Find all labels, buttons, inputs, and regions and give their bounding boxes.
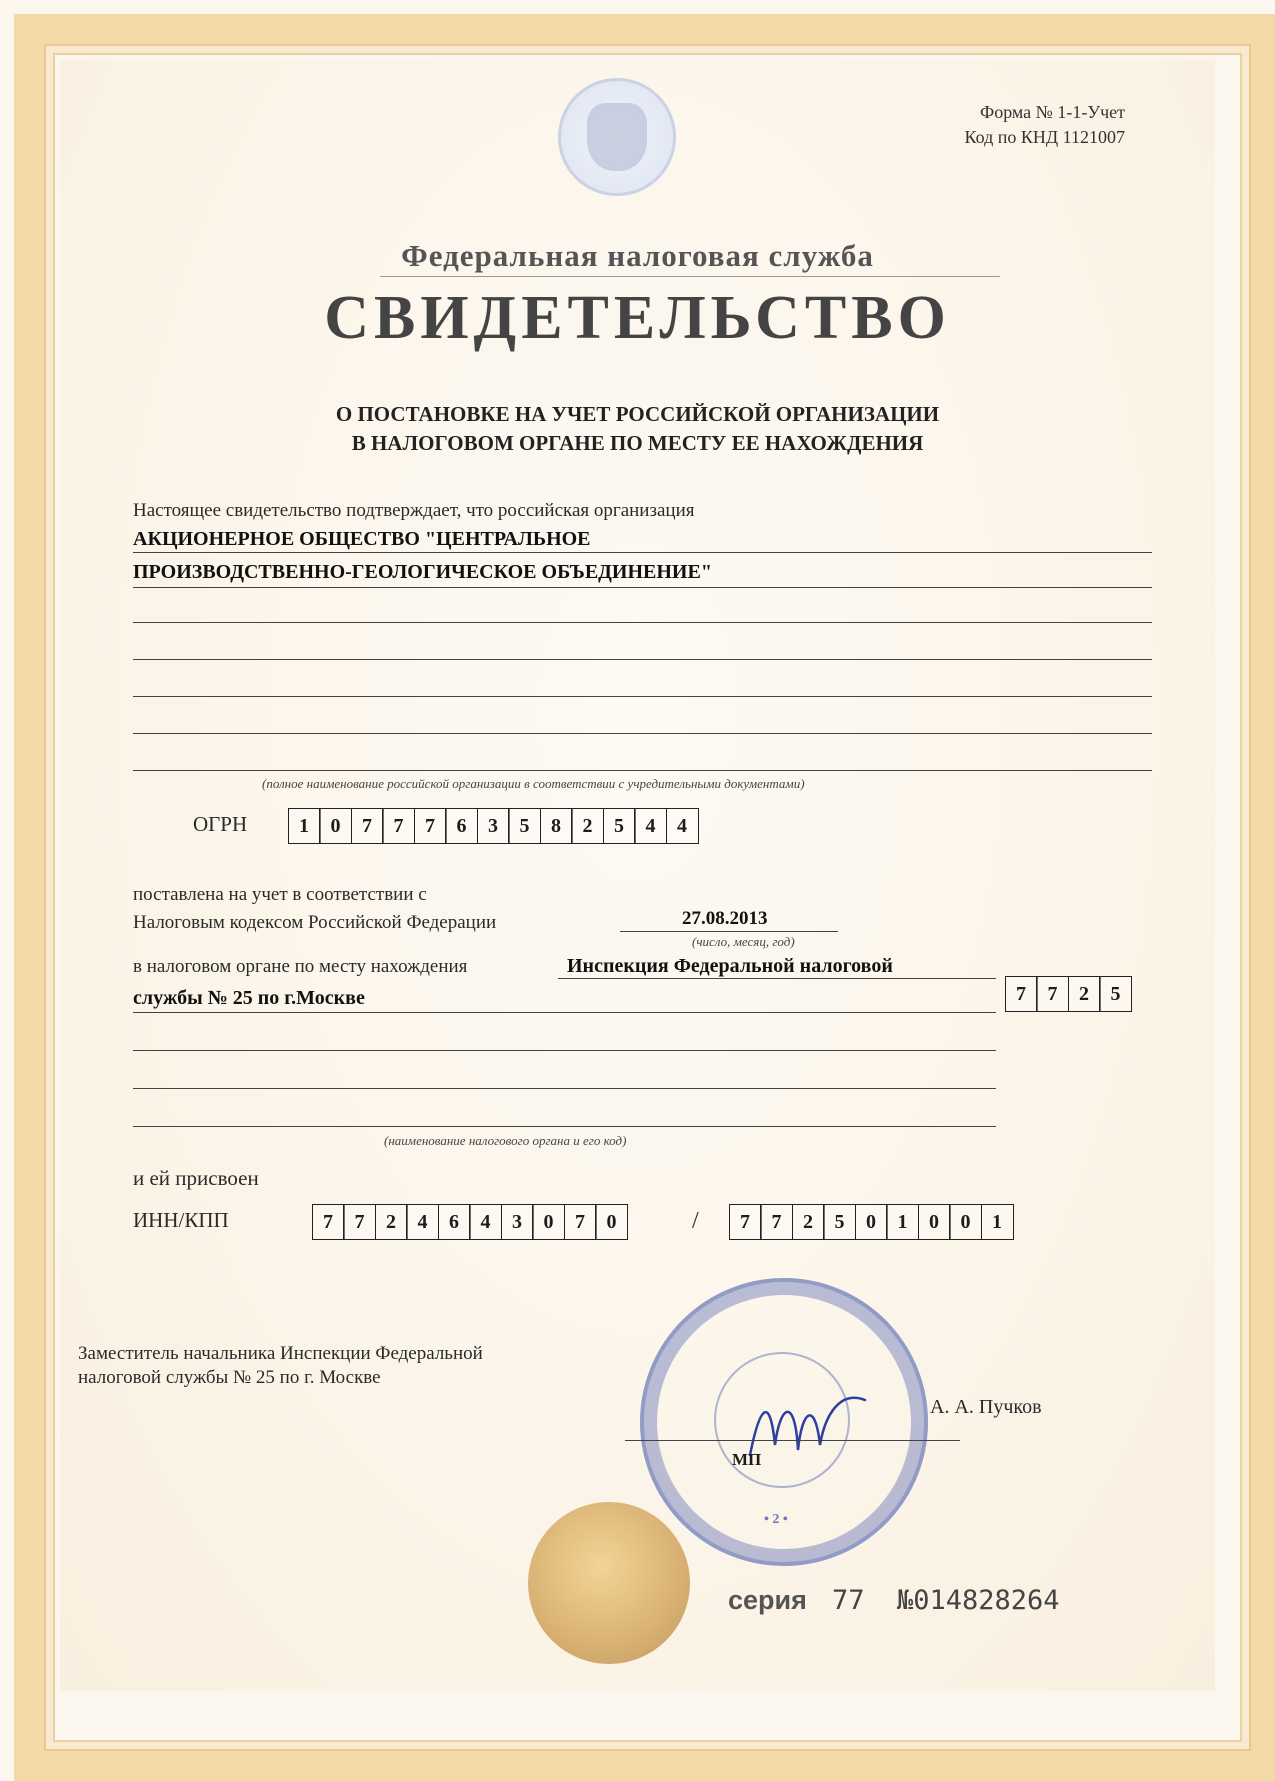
form-info bbox=[965, 100, 1126, 150]
digit-cell: 7 bbox=[414, 808, 447, 844]
field-line bbox=[133, 1050, 996, 1051]
digit-cell: 1 bbox=[886, 1204, 919, 1240]
digit-cell: 2 bbox=[1068, 976, 1101, 1012]
digit-cell: 7 bbox=[1036, 976, 1069, 1012]
digit-cell: 6 bbox=[438, 1204, 471, 1240]
digit-cell: 6 bbox=[445, 808, 478, 844]
digit-cell: 2 bbox=[375, 1204, 408, 1240]
assigned-text: и ей присвоен bbox=[133, 1166, 259, 1190]
ogrn-label: ОГРН bbox=[193, 812, 248, 836]
tax-office-label: в налоговом органе по месту нахождения bbox=[133, 956, 468, 977]
form-number: Форма № 1-1-Учет bbox=[979, 102, 1125, 122]
field-line bbox=[133, 1012, 996, 1013]
digit-cell: 4 bbox=[666, 808, 699, 844]
digit-cell: 0 bbox=[855, 1204, 888, 1240]
signature-line bbox=[625, 1440, 960, 1441]
date-caption: (число, месяц, год) bbox=[692, 934, 795, 949]
digit-cell: 7 bbox=[729, 1204, 762, 1240]
intro-text: Настоящее свидетельство подтверждает, что российская организация bbox=[133, 500, 695, 521]
digit-cell: 1 bbox=[981, 1204, 1014, 1240]
digit-cell: 7 bbox=[351, 808, 384, 844]
digit-cell: 7 bbox=[382, 808, 415, 844]
digit-cell: 7 bbox=[760, 1204, 793, 1240]
digit-cell: 4 bbox=[406, 1204, 439, 1240]
inn-kpp-label: ИНН/КПП bbox=[133, 1208, 229, 1232]
org-name-line-2: ПРОИЗВОДСТВЕННО-ГЕОЛОГИЧЕСКОЕ ОБЪЕДИНЕНИЕ" bbox=[133, 561, 712, 583]
registered-line-2: Налоговым кодексом Российской Федерации bbox=[133, 912, 497, 933]
state-emblem-icon bbox=[558, 78, 676, 196]
field-line bbox=[133, 696, 1152, 697]
signatory-position bbox=[78, 1342, 483, 1390]
digit-cell: 3 bbox=[477, 808, 510, 844]
digit-cell: 7 bbox=[564, 1204, 597, 1240]
registered-line-1: поставлена на учет в соответствии с bbox=[133, 884, 427, 905]
ogrn-cells bbox=[289, 808, 699, 844]
series-code: 77 bbox=[832, 1585, 865, 1616]
signatory-position-line-1: Заместитель начальника Инспекции Федеральной bbox=[78, 1343, 483, 1364]
digit-cell: 0 bbox=[595, 1204, 628, 1240]
digit-cell: 1 bbox=[288, 808, 321, 844]
field-line bbox=[133, 1126, 996, 1127]
stamp-place-label: МП bbox=[732, 1450, 762, 1469]
field-line bbox=[133, 1088, 996, 1089]
digit-cell: 7 bbox=[312, 1204, 345, 1240]
digit-cell: 2 bbox=[792, 1204, 825, 1240]
tax-office-caption: (наименование налогового органа и его код) bbox=[384, 1133, 627, 1148]
digit-cell: 5 bbox=[603, 808, 636, 844]
digit-cell: 0 bbox=[949, 1204, 982, 1240]
org-name-line-1: АКЦИОНЕРНОЕ ОБЩЕСТВО "ЦЕНТРАЛЬНОЕ bbox=[133, 528, 591, 550]
field-line bbox=[133, 659, 1152, 660]
digit-cell: 5 bbox=[823, 1204, 856, 1240]
subtitle-line-1: О ПОСТАНОВКЕ НА УЧЕТ РОССИЙСКОЙ ОРГАНИЗАЦИИ bbox=[335, 402, 940, 426]
subtitle-line-2: В НАЛОГОВОМ ОРГАНЕ ПО МЕСТУ ЕЕ НАХОЖДЕНИЯ bbox=[351, 431, 924, 455]
digit-cell: 0 bbox=[918, 1204, 951, 1240]
digit-cell: 8 bbox=[540, 808, 573, 844]
signatory-name: А. А. Пучков bbox=[930, 1396, 1042, 1418]
tax-office-name-line-2: службы № 25 по г.Москве bbox=[133, 987, 365, 1009]
digit-cell: 0 bbox=[319, 808, 352, 844]
digit-cell: 7 bbox=[343, 1204, 376, 1240]
digit-cell: 4 bbox=[634, 808, 667, 844]
knd-code: Код по КНД 1121007 bbox=[964, 127, 1125, 147]
field-line bbox=[133, 552, 1152, 553]
digit-cell: 2 bbox=[571, 808, 604, 844]
inn-cells bbox=[313, 1204, 628, 1240]
digit-cell: 4 bbox=[469, 1204, 502, 1240]
field-line bbox=[558, 978, 996, 979]
stamp-number: • 2 • bbox=[764, 1512, 788, 1527]
tax-office-name-line-1: Инспекция Федеральной налоговой bbox=[567, 955, 893, 977]
agency-name: Федеральная налоговая служба bbox=[401, 238, 874, 273]
tax-office-code-cells bbox=[1006, 976, 1132, 1012]
registration-date: 27.08.2013 bbox=[682, 908, 768, 929]
digit-cell: 5 bbox=[508, 808, 541, 844]
field-line bbox=[133, 587, 1152, 588]
digit-cell: 3 bbox=[501, 1204, 534, 1240]
field-line bbox=[133, 733, 1152, 734]
certificate-title: СВИДЕТЕЛЬСТВО bbox=[324, 284, 951, 352]
divider bbox=[380, 276, 1000, 277]
org-name-caption: (полное наименование российской организации в соответствии с учредительными документами) bbox=[262, 776, 805, 791]
date-line bbox=[620, 931, 838, 932]
digit-cell: 5 bbox=[1099, 976, 1132, 1012]
signatory-position-line-2: налоговой службы № 25 по г. Москве bbox=[78, 1367, 381, 1388]
field-line bbox=[133, 770, 1152, 771]
inn-kpp-separator: / bbox=[692, 1208, 699, 1234]
series-label: серия bbox=[728, 1585, 807, 1615]
series-number: №014828264 bbox=[897, 1585, 1060, 1616]
hologram-seal bbox=[528, 1502, 690, 1664]
certificate-subtitle bbox=[0, 400, 1275, 458]
kpp-cells bbox=[730, 1204, 1014, 1240]
field-line bbox=[133, 622, 1152, 623]
digit-cell: 0 bbox=[532, 1204, 565, 1240]
digit-cell: 7 bbox=[1005, 976, 1038, 1012]
